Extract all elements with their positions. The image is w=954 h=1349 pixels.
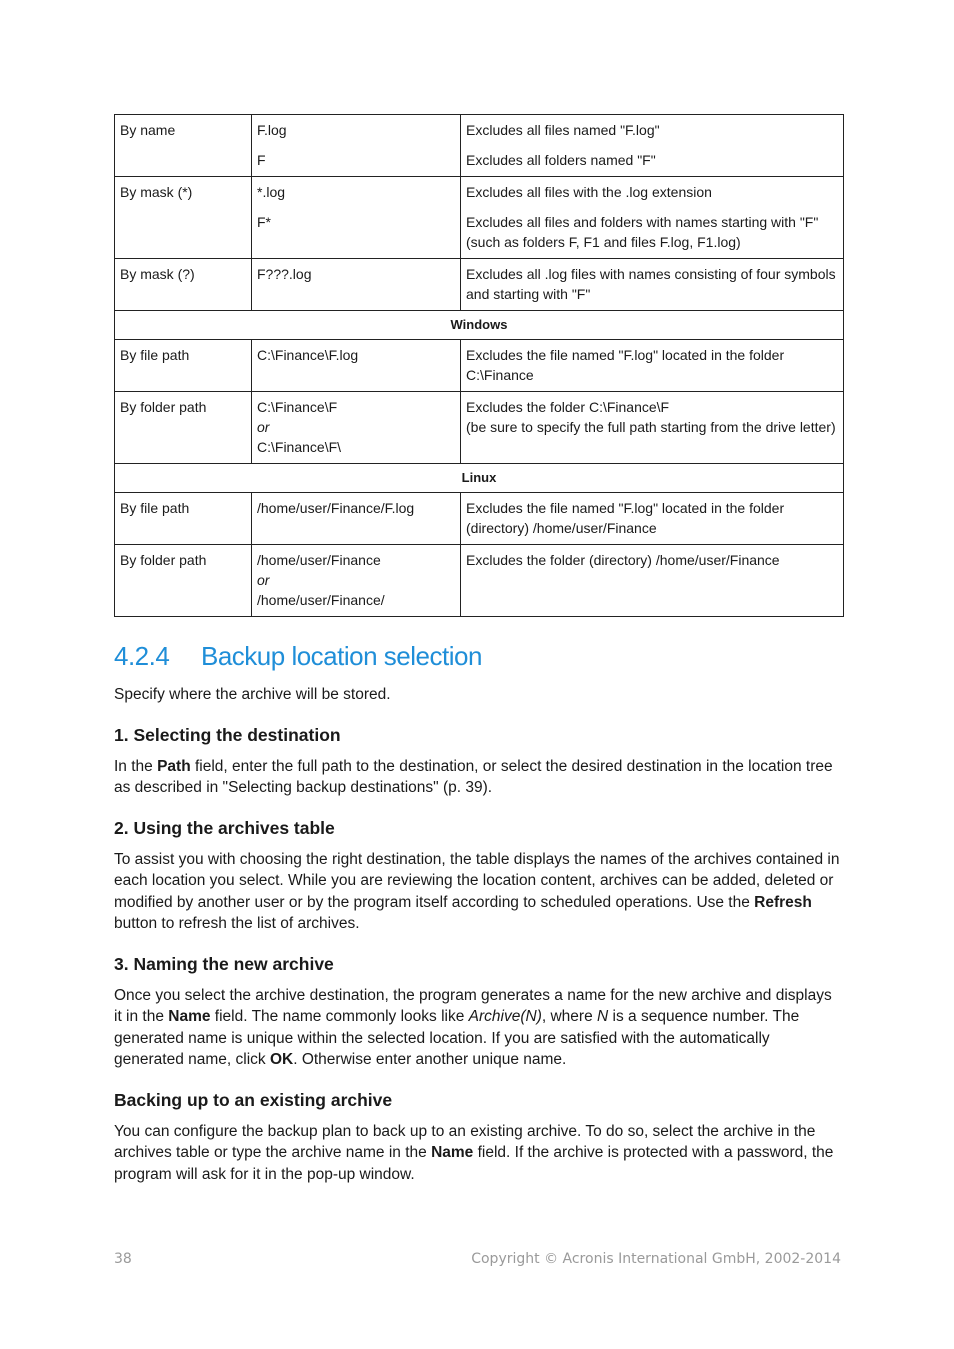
example-cell [252,115,461,177]
table-row [115,340,844,392]
example-cell [252,545,461,617]
description-cell [461,177,844,259]
example-line: F???.log [257,266,312,282]
example-cell [252,177,461,259]
description-line: Excludes the file named "F.log" located in the folder C:\Finance [466,347,785,383]
example-cell [252,340,461,392]
example-line: /home/user/Finance/F.log [257,500,415,516]
subsection-selecting-destination-title: 1. Selecting the destination [114,724,341,745]
subsection-naming-archive-title: 3. Naming the new archive [114,953,334,974]
example-line: or [257,419,270,435]
criterion-cell: By mask (?) [115,259,252,311]
copyright-notice: Copyright © Acronis International GmbH, 2002-2014 [471,1251,841,1267]
example-line: C:\Finance\F\ [257,439,342,455]
description-line: Excludes all files named "F.log" [466,122,660,138]
example-line: F [257,152,266,168]
exclusion-table-body [115,115,844,617]
example-line: C:\Finance\F.log [257,347,359,363]
subsection-archives-table-title: 2. Using the archives table [114,817,335,838]
section-intro: Specify where the archive will be stored. [114,686,391,703]
table-row [115,177,844,259]
example-line: or [257,572,270,588]
description-line: (be sure to specify the full path starting from the drive letter) [466,419,836,435]
example-cell [252,259,461,311]
example-line: /home/user/Finance/ [257,592,385,608]
example-cell [252,392,461,464]
example-line: /home/user/Finance [257,552,381,568]
page-content [114,114,843,1185]
page-number: 38 [114,1251,132,1267]
criterion-cell: By name [115,115,252,177]
table-row [115,545,844,617]
subsection-naming-archive-text: Once you select the archive destination, the program generates a name for the new archive and displays it in the Name field. The name commonly looks like Archive(N), where N is a sequence number. The generated name is unique within the selected location. If you are satisfied with the automatically generated name, click OK. Otherwise enter another unique name. [114,986,832,1068]
table-section-row [115,464,844,493]
description-cell [461,340,844,392]
criterion-cell: By file path [115,340,252,392]
table-row [115,392,844,464]
description-cell [461,259,844,311]
description-line: Excludes the folder (directory) /home/user/Finance [466,552,780,568]
description-cell [461,392,844,464]
description-cell [461,115,844,177]
description-line: Excludes all files and folders with names starting with "F" (such as folders F, F1 and files F.log, F1.log) [466,214,819,250]
criterion-cell: By folder path [115,392,252,464]
table-row [115,115,844,177]
section-number: 4.2.4 [114,641,170,671]
subsection-existing-archive-text: You can configure the backup plan to back up to an existing archive. To do so, select the archive in the archives table or type the archive name in the Name field. If the archive is protected with a password, the program will ask for it in the pop-up window. [114,1122,834,1183]
description-line: Excludes all files with the .log extension [466,184,712,200]
description-line: Excludes the file named "F.log" located in the folder (directory) /home/user/Finance [466,500,785,536]
table-row [115,493,844,545]
subsection-archives-table-text: To assist you with choosing the right destination, the table displays the names of the archives contained in each location you select. While you are reviewing the location content, archives can be added, deleted or modified by another user or by the program itself according to scheduled operations. Use the Refresh button to refresh the list of archives. [114,850,840,932]
criterion-cell: By folder path [115,545,252,617]
description-cell [461,545,844,617]
table-section-label: Linux [115,464,844,493]
example-line: F* [257,214,271,230]
exclusion-examples-table [114,114,844,617]
criterion-cell: By mask (*) [115,177,252,259]
description-cell [461,493,844,545]
table-section-label: Windows [115,311,844,340]
example-line: C:\Finance\F [257,399,338,415]
criterion-cell: By file path [115,493,252,545]
example-line: *.log [257,184,286,200]
example-line: F.log [257,122,287,138]
example-cell [252,493,461,545]
table-row [115,259,844,311]
section-title: Backup location selection [201,641,482,671]
section-heading [114,639,843,673]
subsection-selecting-destination-text: In the Path field, enter the full path to the destination, or select the desired destination in the location tree as described in "Selecting backup destinations" (p. 39). [114,757,833,796]
table-section-row [115,311,844,340]
description-line: Excludes all .log files with names consisting of four symbols and starting with "F" [466,266,836,302]
description-line: Excludes the folder C:\Finance\F [466,399,670,415]
subsection-existing-archive-title: Backing up to an existing archive [114,1089,393,1110]
description-line: Excludes all folders named "F" [466,152,656,168]
